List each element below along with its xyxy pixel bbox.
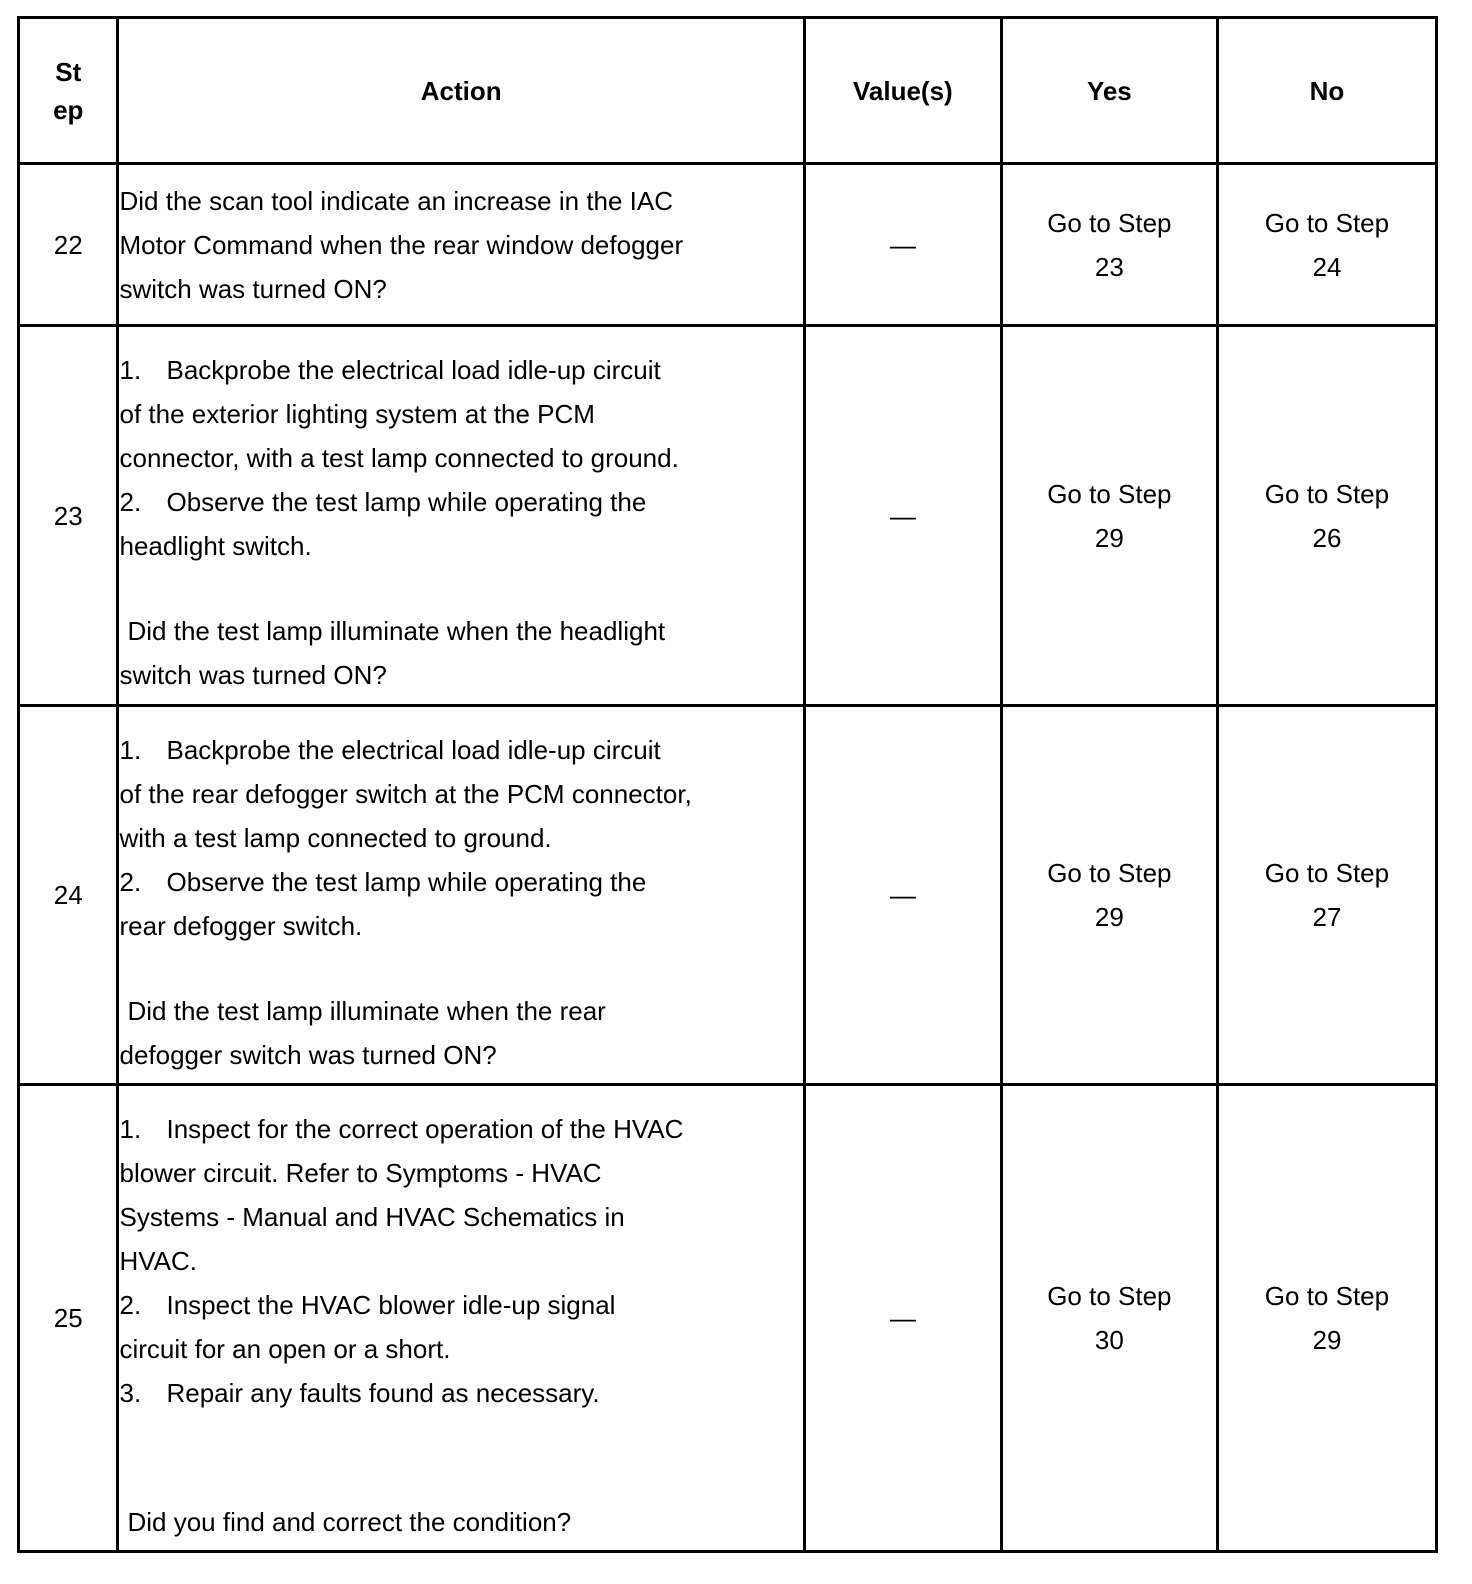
header-action: Action (118, 18, 804, 164)
action-cell (118, 326, 804, 706)
yes-cell: Go to Step 29 (1001, 326, 1217, 706)
header-step: St ep (19, 18, 118, 164)
question-text: Did the test lamp illuminate when the headlight switch was turned ON? (119, 616, 666, 690)
procedure-steps: 1. Inspect for the correct operation of the HVAC blower circuit. Refer to Symptoms - HVAC Systems - Manual and HVAC Schematics in HVAC. 2. Inspect the HVAC blower idle-up signal circuit for an open or a short. 3. Repair any faults found as necessary. (119, 1113, 684, 1408)
question-text: Did you find and correct the condition? (127, 1506, 572, 1537)
no-cell: Go to Step 24 (1217, 164, 1436, 326)
step-number: 24 (19, 706, 118, 1085)
action-cell (118, 1085, 804, 1552)
table-row (19, 1085, 1437, 1552)
header-values: Value(s) (804, 18, 1001, 164)
no-cell: Go to Step 26 (1217, 326, 1436, 706)
step-number: 25 (19, 1085, 118, 1552)
procedure-steps: 1. Backprobe the electrical load idle-up circuit of the rear defogger switch at the PCM connector, with a test lamp connected to ground. 2. Observe the test lamp while operating the rear defogger switch. (119, 734, 692, 941)
yes-cell: Go to Step 30 (1001, 1085, 1217, 1552)
action-cell (118, 706, 804, 1085)
question-text: Did the scan tool indicate an increase in the IAC Motor Command when the rear window defogger switch was turned ON? (119, 185, 684, 304)
table-row (19, 164, 1437, 326)
no-cell: Go to Step 27 (1217, 706, 1436, 1085)
header-no: No (1217, 18, 1436, 164)
question-text: Did the test lamp illuminate when the rear defogger switch was turned ON? (119, 995, 606, 1070)
table-row (19, 706, 1437, 1085)
value-cell: — (804, 326, 1001, 706)
table-row (19, 326, 1437, 706)
value-cell: — (804, 1085, 1001, 1552)
yes-cell: Go to Step 29 (1001, 706, 1217, 1085)
yes-cell: Go to Step 23 (1001, 164, 1217, 326)
header-yes: Yes (1001, 18, 1217, 164)
step-number: 22 (19, 164, 118, 326)
value-cell: — (804, 706, 1001, 1085)
action-cell (118, 164, 804, 326)
value-cell: — (804, 164, 1001, 326)
step-number: 23 (19, 326, 118, 706)
procedure-steps: 1. Backprobe the electrical load idle-up circuit of the exterior lighting system at the PCM connector, with a test lamp connected to ground. 2. Observe the test lamp while operating the headlight switch. (119, 355, 679, 561)
no-cell: Go to Step 29 (1217, 1085, 1436, 1552)
header-row (19, 18, 1437, 164)
diagnostic-table (17, 16, 1438, 1553)
